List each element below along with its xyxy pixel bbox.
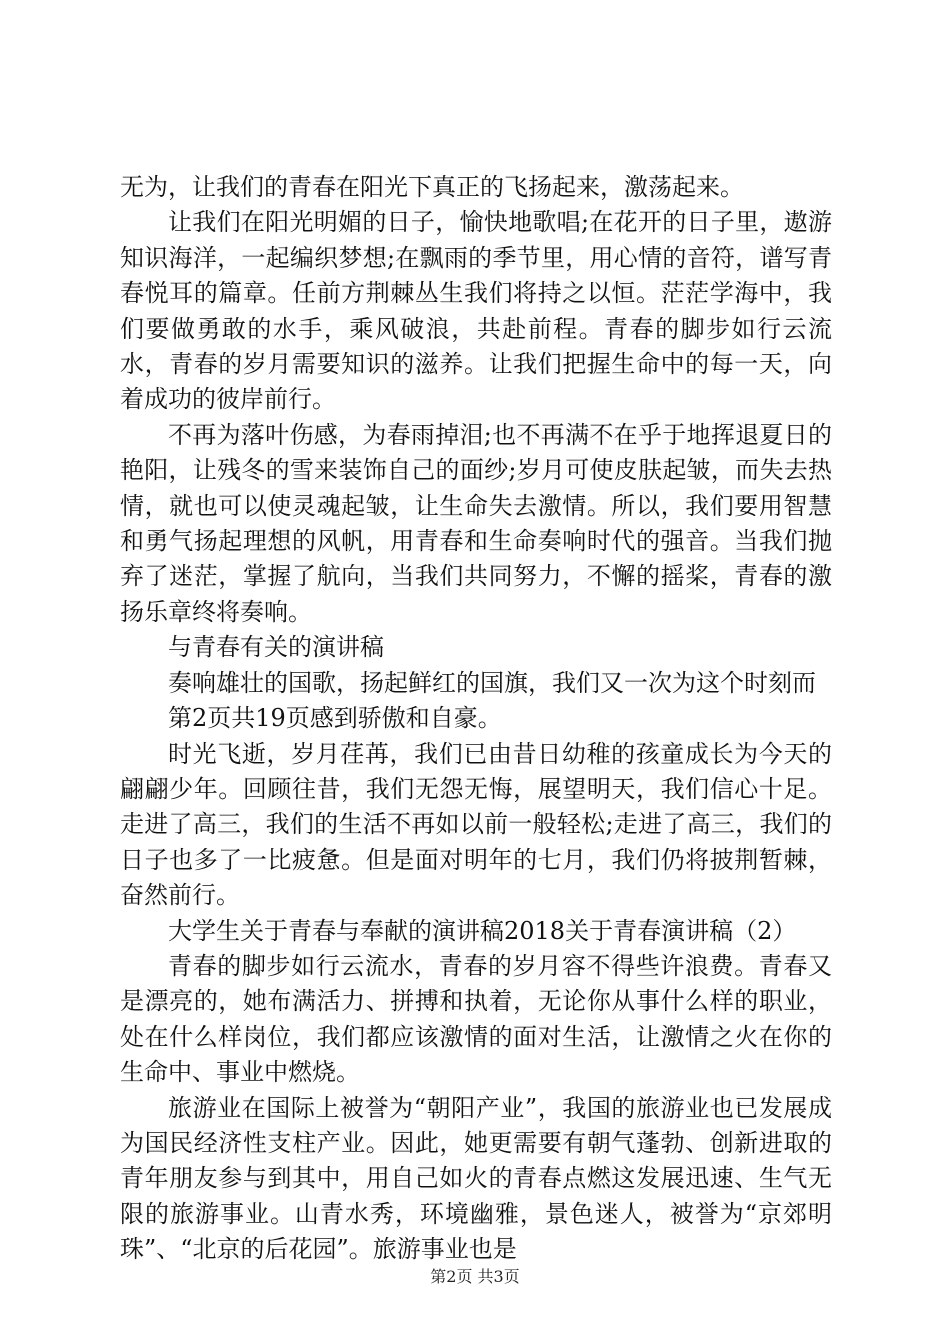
paragraph-5: 奏响雄壮的国歌，扬起鲜红的国旗，我们又一次为这个时刻而 [168, 668, 816, 697]
page-footer: 第2页 共3页 [430, 1267, 520, 1286]
subsection-heading: 大学生关于青春与奉献的演讲稿2018关于青春演讲稿（2） [168, 916, 797, 945]
paragraph-6: 第2页共19页感到骄傲和自豪。 [168, 704, 502, 733]
paragraph-1: 无为，让我们的青春在阳光下真正的飞扬起来，激荡起来。 [120, 173, 744, 201]
paragraph-7: 时光飞逝，岁月荏苒，我们已由昔日幼稚的孩童成长为今天的翩翩少年。回顾往昔，我们无怨无悔，展望明天，我们信心十足。走进了高三，我们的生活不再如以前一般轻松;走进了高三，我们的日子也多了一比疲惫。但是面对明年的七月，我们仍将披荆暂棘，奋然前行。 [120, 739, 832, 910]
paragraph-2: 让我们在阳光明媚的日子，愉快地歌唱;在花开的日子里，遨游知识海洋，一起编织梦想;在飘雨的季节里，用心情的音符，谱写青春悦耳的篇章。任前方荆棘丛生我们将持之以恒。茫茫学海中，我们要做勇敢的水手，乘风破浪，共赴前程。青春的脚步如行云流水，青春的岁月需要知识的滋养。让我们把握生命中的每一天，向着成功的彼岸前行。 [120, 208, 832, 414]
document-body [120, 170, 832, 1268]
paragraph-9: 青春的脚步如行云流水，青春的岁月容不得些许浪费。青春又是漂亮的，她布满活力、拼搏和执着，无论你从事什么样的职业，处在什么样岗位，我们都应该激情的面对生活，让激情之火在你的生命中、事业中燃烧。 [120, 951, 832, 1087]
section-heading: 与青春有关的演讲稿 [168, 633, 384, 662]
paragraph-3: 不再为落叶伤感，为春雨掉泪;也不再满不在乎于地挥退夏日的艳阳，让残冬的雪来装饰自己的面纱;岁月可使皮肤起皱，而失去热情，就也可以使灵魂起皱，让生命失去激情。所以，我们要用智慧和勇气扬起理想的风帆，用青春和生命奏响时代的强音。当我们抛弃了迷茫，掌握了航向，当我们共同努力，不懈的摇桨，青春的激扬乐章终将奏响。 [120, 420, 832, 626]
paragraph-10: 旅游业在国际上被誉为“朝阳产业”，我国的旅游业也已发展成为国民经济性支柱产业。因此，她更需要有朝气蓬勃、创新进取的青年朋友参与到其中，用自己如火的青春点燃这发展迅速、生气无限的旅游事业。山青水秀，环境幽雅，景色迷人，被誉为“京郊明珠”、“北京的后花园”。旅游事业也是 [120, 1093, 832, 1264]
